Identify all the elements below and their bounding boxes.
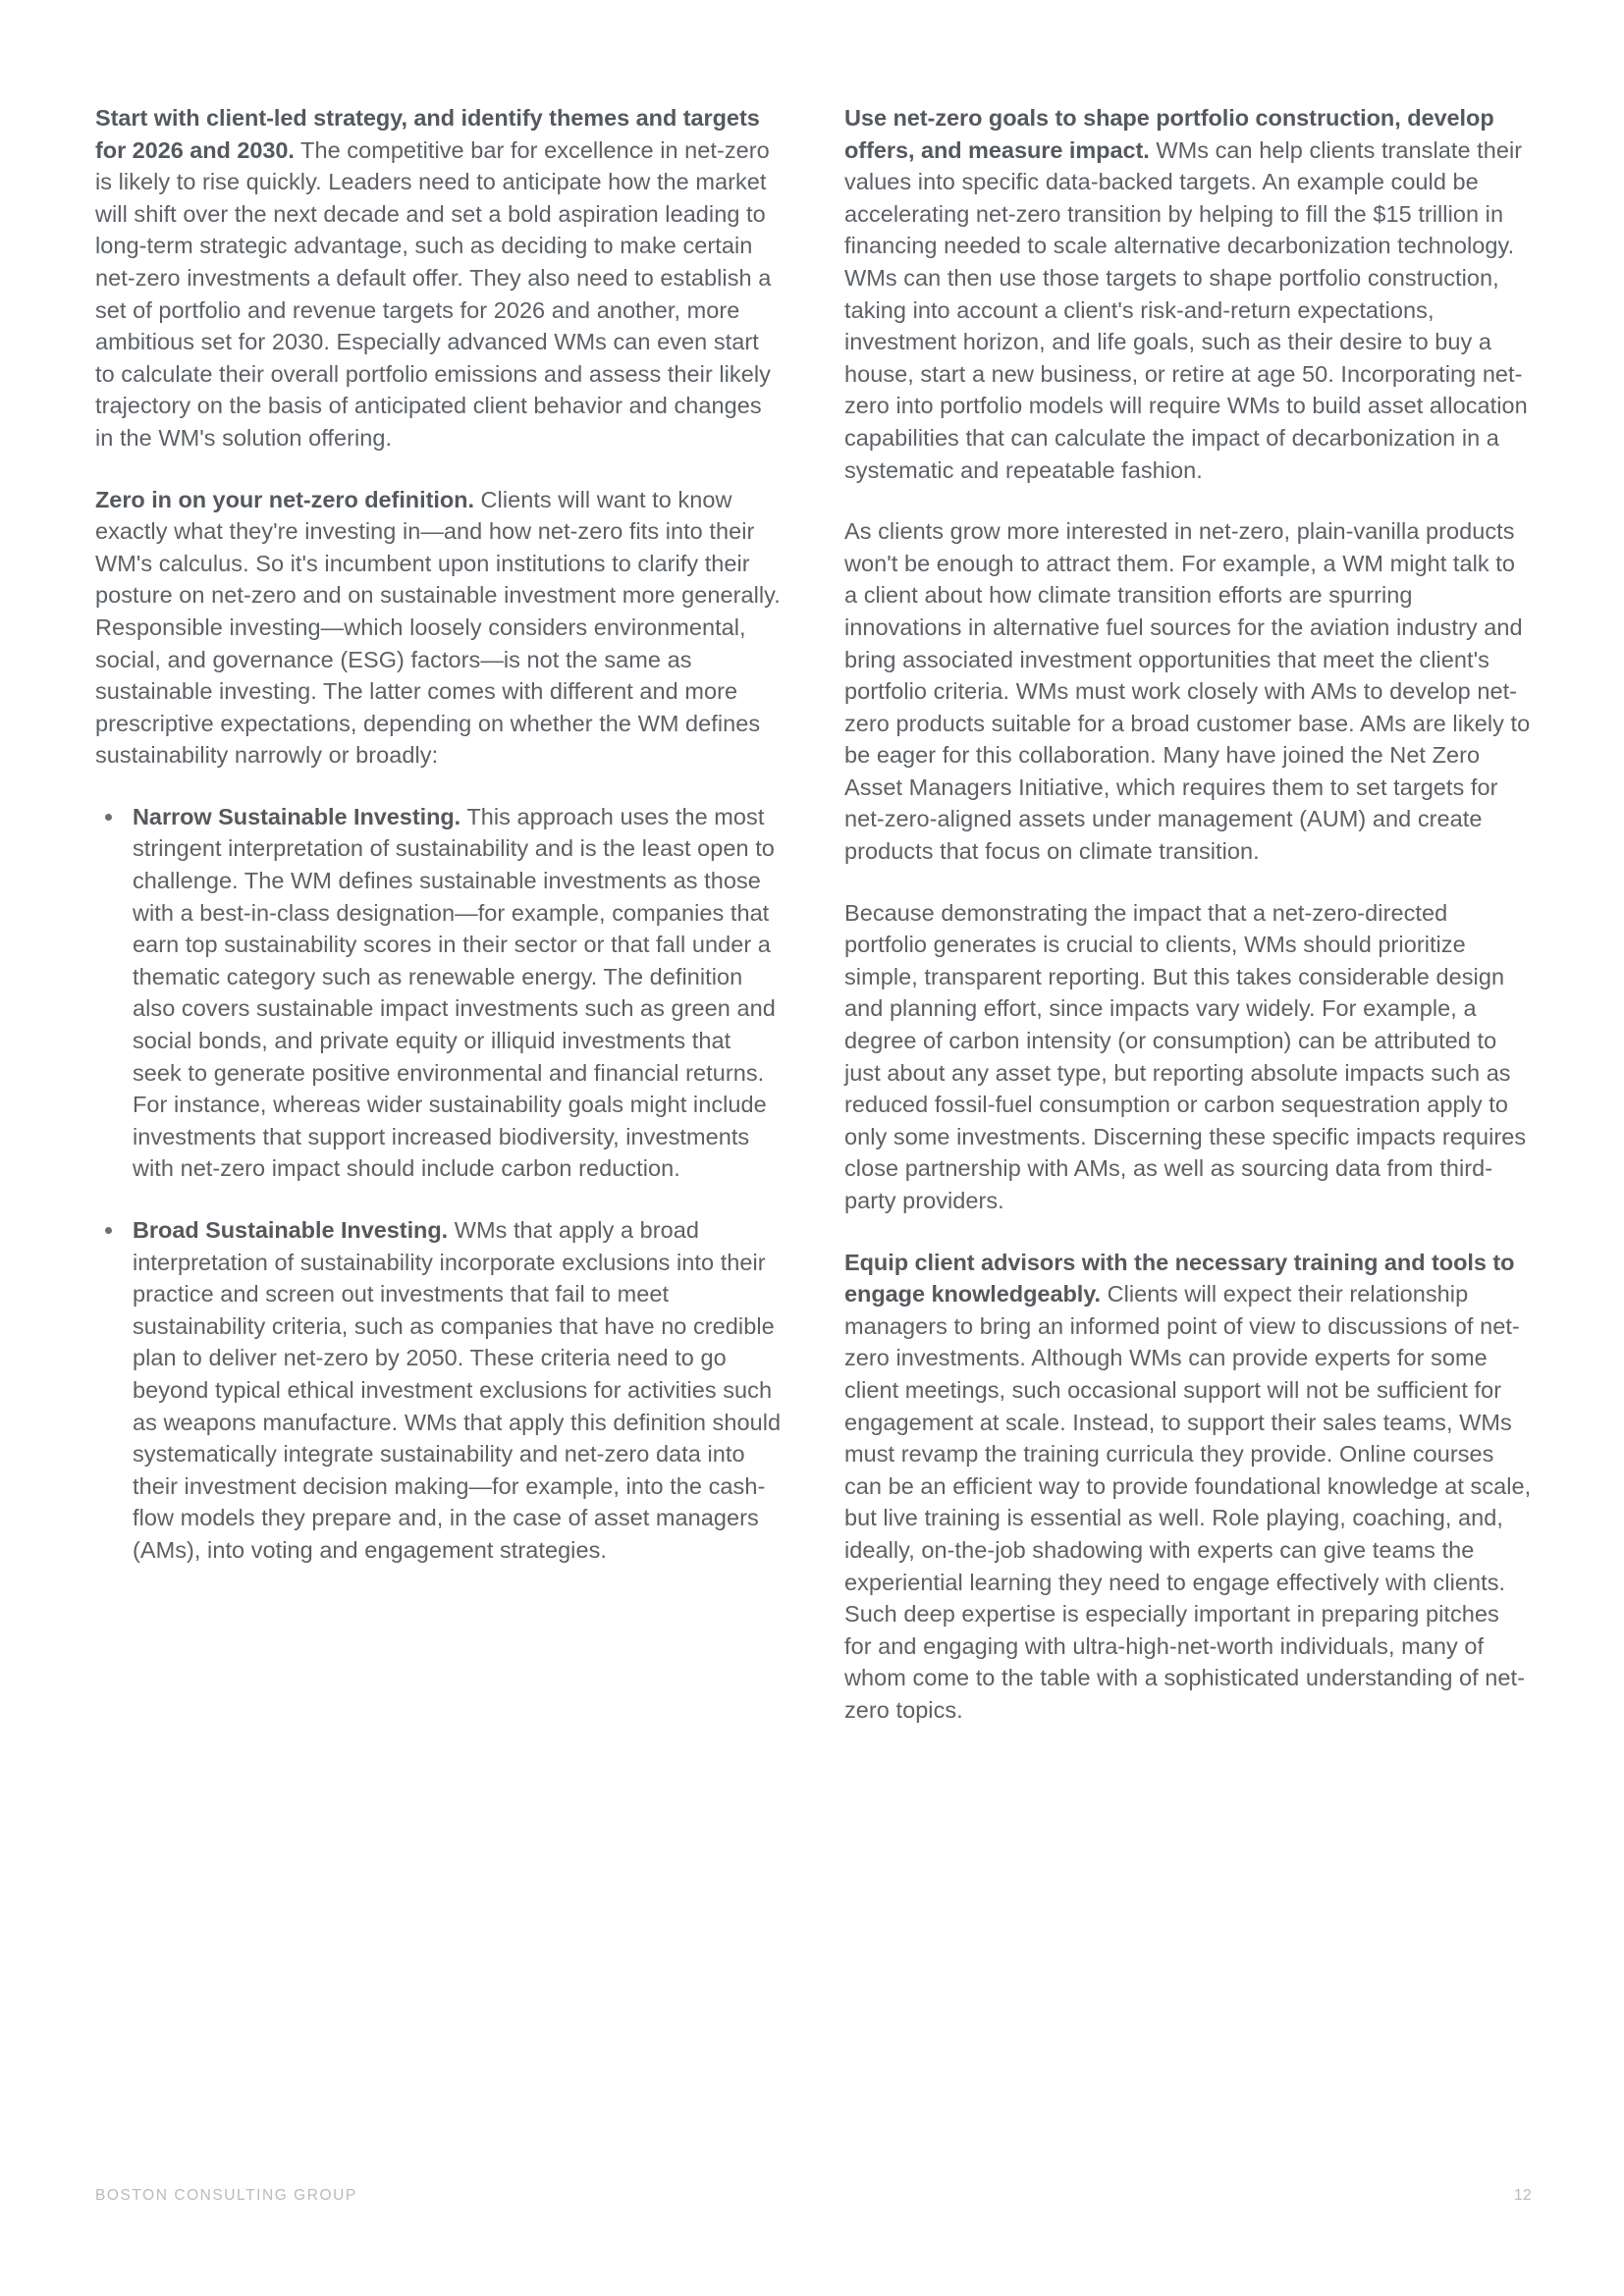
paragraph-client-led-strategy — [95, 102, 783, 454]
paragraph-body: Clients will expect their relationship managers to bring an informed point of view to discussions of net-zero investments. Although WMs can provide experts for some client meetings, such occasional support will not be sufficient for engagement at scale. Instead, to support their sales teams, WMs must revamp the training curricula they provide. Online courses can be an efficient way to provide foundational knowledge at scale, but live training is essential as well. Role playing, coaching, and, ideally, on-the-job shadowing with experts can give teams the experiential learning they need to engage effectively with clients. Such deep expertise is especially important in preparing pitches for and engaging with ultra-high-net-worth individuals, many of whom come to the table with a sophisticated understanding of net-zero topics. — [844, 1281, 1532, 1723]
list-item — [95, 801, 783, 1185]
list-item-body: WMs that apply a broad interpretation of sustainability incorporate exclusions into their practice and screen out investments that fail to meet sustainability criteria, such as companies that have no credible plan to deliver net-zero by 2050. These criteria need to go beyond typical ethical investment exclusions for activities such as weapons manufacture. WMs that apply this definition should systematically integrate sustainability and net-zero data into their investment decision making—for example, into the cash-flow models they prepare and, in the case of asset managers (AMs), into voting and engagement strategies. — [133, 1217, 782, 1563]
paragraph-plain-vanilla-products: As clients grow more interested in net-zero, plain-vanilla products won't be enough to attract them. For example, a WM might talk to a client about how climate transition efforts are spurring innovations in alternative fuel sources for the aviation industry and bring associated investment opportunities that meet the client's portfolio criteria. WMs must work closely with AMs to develop net-zero products suitable for a broad customer base. AMs are likely to be eager for this collaboration. Many have joined the Net Zero Asset Managers Initiative, which requires them to set targets for net-zero-aligned assets under management (AUM) and create products that focus on climate transition. — [844, 518, 1531, 865]
paragraph-equip-client-advisors — [844, 1247, 1532, 1727]
list-item — [95, 1214, 783, 1567]
right-column — [844, 102, 1532, 1727]
paragraph-body: Clients will want to know exactly what they're investing in—and how net-zero fits into their WM's calculus. So it's incumbent upon institutions to clarify their posture on net-zero and on sustainable investment more generally. Responsible investing—which loosely considers environmental, social, and governance (ESG) factors—is not the same as sustainable investing. The latter comes with different and more prescriptive expectations, depending on whether the WM defines sustainability narrowly or broadly: — [95, 486, 781, 769]
paragraph-impact-reporting: Because demonstrating the impact that a net-zero-directed portfolio generates is crucial to clients, WMs should prioritize simple, transparent reporting. But this takes considerable design and planning effort, since impacts vary widely. For example, a degree of carbon intensity (or consumption) can be attributed to just about any asset type, but reporting absolute impacts such as reduced fossil-fuel consumption or carbon sequestration apply to only some investments. Discerning these specific impacts requires close partnership with AMs, as well as sourcing data from third-party providers. — [844, 899, 1527, 1213]
footer-brand-label: BOSTON CONSULTING GROUP — [95, 2187, 357, 2204]
bullet-dot-icon — [105, 1227, 112, 1234]
paragraph-lead-in: Equip client advisors with the necessary training and tools to engage knowledgeably. — [844, 1249, 1515, 1308]
paragraph-net-zero-goals — [844, 102, 1532, 486]
footer-page-number: 12 — [1513, 2187, 1532, 2204]
bullet-dot-icon — [105, 814, 112, 821]
sustainable-investing-bullet-list — [95, 801, 783, 1567]
paragraph-lead-in: Use net-zero goals to shape portfolio construction, develop offers, and measure impact. — [844, 105, 1494, 163]
list-item-lead-in: Broad Sustainable Investing. — [133, 1217, 449, 1243]
paragraph-zero-in-definition — [95, 484, 783, 772]
paragraph-body: WMs can help clients translate their values into specific data-backed targets. An example could be accelerating net-zero transition by helping to fill the $15 trillion in financing needed to scale alternative decarbonization technology. WMs can then use those targets to shape portfolio construction, taking into account a client's risk-and-return expectations, investment horizon, and life goals, such as their desire to buy a house, start a new business, or retire at age 50. Incorporating net-zero into portfolio models will require WMs to build asset allocation capabilities that can calculate the impact of decarbonization in a systematic and repeatable fashion. — [844, 136, 1528, 483]
page-footer — [95, 2187, 1532, 2205]
list-item-lead-in: Narrow Sustainable Investing. — [133, 803, 461, 829]
paragraph-lead-in: Start with client-led strategy, and identify themes and targets for 2026 and 2030. — [95, 105, 760, 163]
paragraph-body: The competitive bar for excellence in net-zero is likely to rise quickly. Leaders need to anticipate how the market will shift over the next decade and set a bold aspiration leading to long-term strategic advantage, such as deciding to make certain net-zero investments a default offer. They also need to establish a set of portfolio and revenue targets for 2026 and another, more ambitious set for 2030. Especially advanced WMs can even start to calculate their overall portfolio emissions and assess their likely trajectory on the basis of anticipated client behavior and changes in the WM's solution offering. — [95, 136, 772, 451]
list-item-body: This approach uses the most stringent interpretation of sustainability and is the least open to challenge. The WM defines sustainable investments as those with a best-in-class designation—for example, companies that earn top sustainability scores in their sector or that fall under a thematic category such as renewable energy. The definition also covers sustainable impact investments such as green and social bonds, and private equity or illiquid investments that seek to generate positive environmental and financial returns. For instance, whereas wider sustainability goals might include investments that support increased biodiversity, investments with net-zero impact should include carbon reduction. — [133, 803, 776, 1182]
paragraph-lead-in: Zero in on your net-zero definition. — [95, 486, 474, 512]
left-column — [95, 102, 783, 1567]
page-content-columns — [95, 102, 1532, 1727]
